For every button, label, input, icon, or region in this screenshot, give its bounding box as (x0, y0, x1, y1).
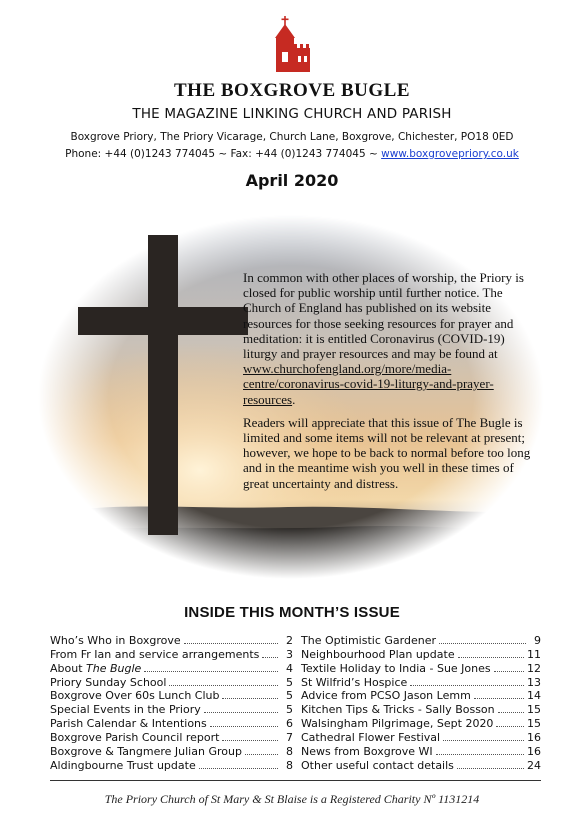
contents-item: Walsingham Pilgrimage, Sept 2020 15 (301, 717, 541, 731)
contents-item: The Optimistic Gardener 9 (301, 634, 541, 647)
church-of-england-link[interactable]: www.churchofengland.org/more/media-centre/coronavirus-covid-19-liturgy-and-prayer-resources (243, 361, 494, 407)
contents-item: Cathedral Flower Festival 16 (301, 730, 541, 744)
contents-item: Priory Sunday School 5 (50, 675, 293, 689)
magazine-title: THE BOXGROVE BUGLE (174, 80, 410, 101)
contents-item: Boxgrove & Tangmere Julian Group 8 (50, 744, 293, 758)
contents-item: Boxgrove Parish Council report 7 (50, 730, 293, 744)
contents-item: Other useful contact details 24 (301, 758, 541, 772)
contents-column-right (301, 634, 541, 772)
contents-column-left (50, 634, 293, 772)
contents-item: From Fr Ian and service arrangements 3 (50, 647, 293, 661)
contents-item: News from Boxgrove WI 16 (301, 744, 541, 758)
contents-item: Aldingbourne Trust update 8 (50, 758, 293, 772)
footer-divider (50, 780, 541, 781)
contents-item: Parish Calendar & Intentions 6 (50, 717, 293, 731)
contents-item: Neighbourhood Plan update 11 (301, 647, 541, 661)
contents-item: Advice from PCSO Jason Lemm 14 (301, 689, 541, 703)
phone-fax-text: Phone: +44 (0)1243 774045 ~ Fax: +44 (0)1243 774045 ~ (65, 148, 382, 160)
magazine-subtitle: THE MAGAZINE LINKING CHURCH AND PARISH (132, 106, 452, 122)
intro-article (243, 270, 539, 499)
contents-item: Who’s Who in Boxgrove 2 (50, 634, 293, 647)
contents-item: Kitchen Tips & Tricks - Sally Bosson 15 (301, 703, 541, 717)
contents-item: Boxgrove Over 60s Lunch Club 5 (50, 689, 293, 703)
issue-date: April 2020 (245, 171, 339, 190)
website-link[interactable]: www.boxgrovepriory.co.uk (381, 148, 519, 160)
contents-item: About The Bugle 4 (50, 661, 293, 675)
intro-paragraph-2: Readers will appreciate that this issue of The Bugle is limited and some items will not be relevant at present; however, we hope to be back to normal before too long and in the meantime wish you well in these times of great uncertainty and distress. (243, 414, 531, 491)
priory-church-logo-icon (267, 14, 317, 74)
contents-item: Textile Holiday to India - Sue Jones 12 (301, 661, 541, 675)
contents-item: St Wilfrid’s Hospice 13 (301, 675, 541, 689)
charity-notice: The Priory Church of St Mary & St Blaise is a Registered Charity Nº 1131214 (104, 792, 480, 806)
intro-paragraph-1: In common with other places of worship, the Priory is closed for public worship until further notice. The Church of England has published on its website resources for those seeking resources for prayer and meditation: it is entitled Coronavirus (COVID-19) liturgy and prayer resources and may be found at www.churchofengland.org/more/media-centre/coronavirus-covid-19-liturgy-and-prayer-resources. (243, 270, 524, 407)
contact-line (0, 148, 584, 160)
contents-item: Special Events in the Priory 5 (50, 703, 293, 717)
contents-heading: INSIDE THIS MONTH’S ISSUE (184, 604, 400, 621)
postal-address: Boxgrove Priory, The Priory Vicarage, Church Lane, Boxgrove, Chichester, PO18 0ED (70, 131, 514, 143)
